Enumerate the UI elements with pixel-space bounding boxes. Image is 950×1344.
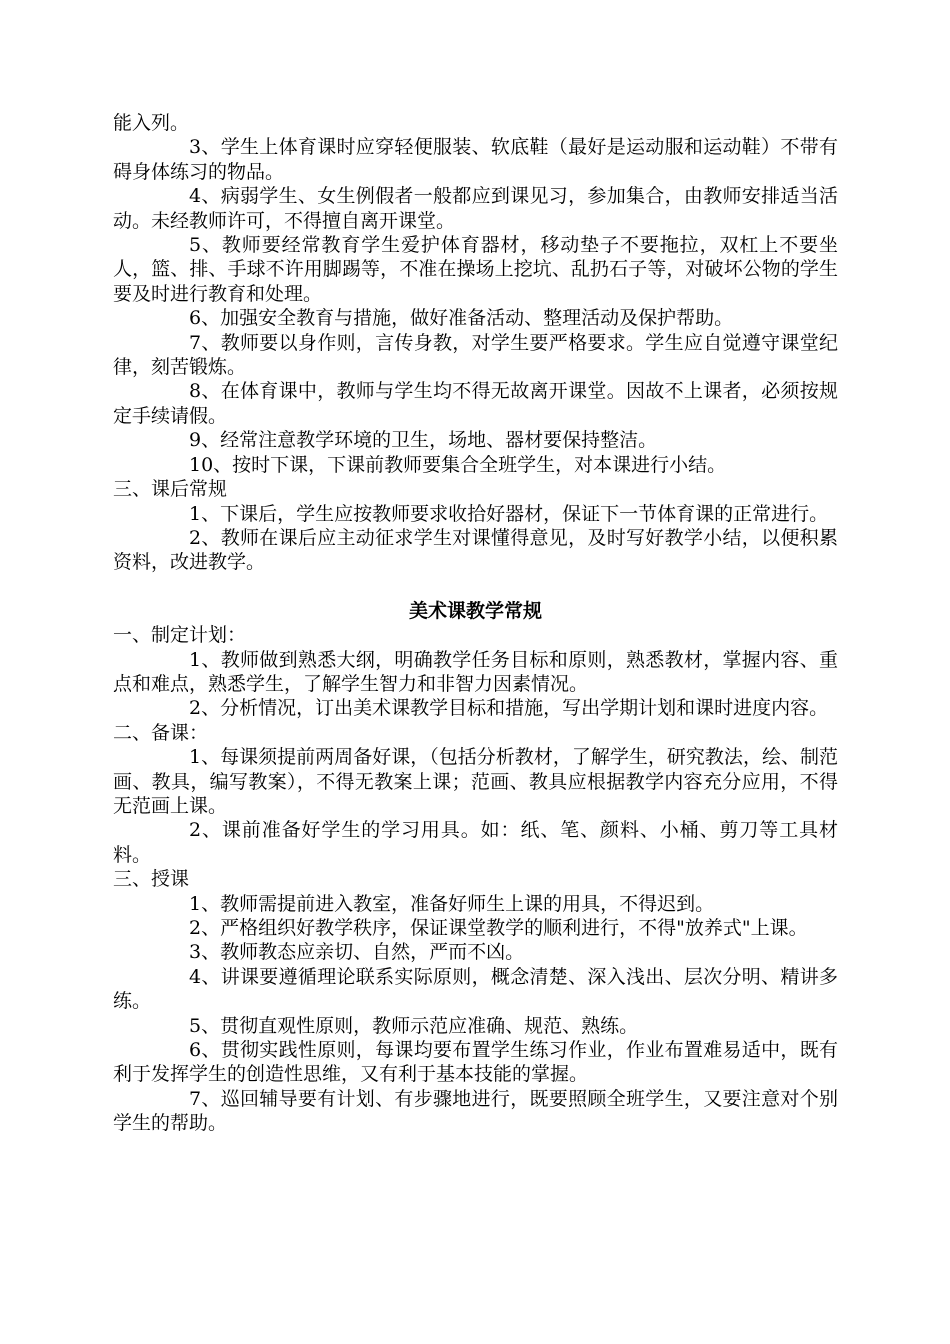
plan-heading: 一、制定计划：	[113, 624, 247, 647]
continuation-text: 能入列。	[113, 112, 190, 134]
pe-rule-3: 3、学生上体育课时应穿轻便服装、软底鞋（最好是运动服和运动鞋）不带有碍身体练习的物品。	[113, 136, 838, 183]
pe-rule-8: 8、在体育课中，教师与学生均不得无故离开课堂。因故不上课者，必须按规定手续请假。	[113, 380, 838, 427]
prep-heading: 二、备课：	[113, 721, 209, 744]
teach-item-4: 4、讲课要遵循理论联系实际原则，概念清楚、深入浅出、层次分明、精讲多练。	[113, 965, 838, 1013]
after-class-rule-2: 2、教师在课后应主动征求学生对课懂得意见，及时写好教学小结，以便积累资料，改进教学。	[113, 526, 838, 574]
teach-item-1: 1、教师需提前进入教室，准备好师生上课的用具，不得迟到。	[189, 892, 715, 915]
pe-rule-4: 4、病弱学生、女生例假者一般都应到课见习，参加集合，由教师安排适当活动。未经教师许可，不得擅自离开课堂。	[113, 185, 838, 232]
teach-item-7: 7、巡回辅导要有计划、有步骤地进行，既要照顾全班学生，又要注意对个别学生的帮助。	[113, 1087, 838, 1135]
pe-rule-9: 9、经常注意教学环境的卫生，场地、器材要保持整洁。	[189, 429, 658, 452]
document-body	[113, 111, 838, 1136]
art-section-title: 美术课教学常规	[408, 599, 542, 622]
teach-item-5: 5、贯彻直观性原则，教师示范应准确、规范、熟练。	[189, 1014, 639, 1037]
teach-item-2: 2、严格组织好教学秩序，保证课堂教学的顺利进行，不得"放养式"上课。	[189, 917, 808, 939]
after-class-rule-1: 1、下课后，学生应按教师要求收拾好器材，保证下一节体育课的正常进行。	[189, 502, 829, 525]
pe-rule-7: 7、教师要以身作则，言传身教，对学生要严格要求。学生应自觉遵守课堂纪律，刻苦锻炼。	[113, 331, 838, 379]
teach-item-6: 6、贯彻实践性原则，每课均要布置学生练习作业，作业布置难易适中，既有利于发挥学生的创造性思维，又有利于基本技能的掌握。	[113, 1039, 838, 1086]
pe-rule-6: 6、加强安全教育与措施，做好准备活动、整理活动及保护帮助。	[189, 307, 734, 330]
pe-rule-10: 10、按时下课，下课前教师要集合全班学生，对本课进行小结。	[189, 453, 727, 476]
pe-rule-5: 5、教师要经常教育学生爱护体育器材，移动垫子不要拖拉，双杠上不要坐人，篮、排、手球不许用脚踢等，不准在操场上挖坑、乱扔石子等，对破坏公物的学生要及时进行教育和处理。	[113, 234, 838, 305]
plan-item-2: 2、分析情况，订出美术课教学目标和措施，写出学期计划和课时进度内容。	[189, 697, 829, 720]
teach-heading: 三、授课	[113, 868, 190, 891]
plan-item-1: 1、教师做到熟悉大纲，明确教学任务目标和原则，熟悉教材，掌握内容、重点和难点，熟悉学生，了解学生智力和非智力因素情况。	[113, 648, 838, 695]
after-class-heading: 三、课后常规	[113, 478, 228, 501]
prep-item-1: 1、每课须提前两周备好课，（包括分析教材，了解学生，研究教法，绘、制范画、教具，编写教案），不得无教案上课；范画、教具应根据教学内容充分应用，不得无范画上课。	[113, 746, 838, 817]
teach-item-3: 3、教师教态应亲切、自然，严而不凶。	[189, 941, 525, 964]
prep-item-2: 2、课前准备好学生的学习用具。如：纸、笔、颜料、小桶、剪刀等工具材料。	[113, 819, 838, 866]
